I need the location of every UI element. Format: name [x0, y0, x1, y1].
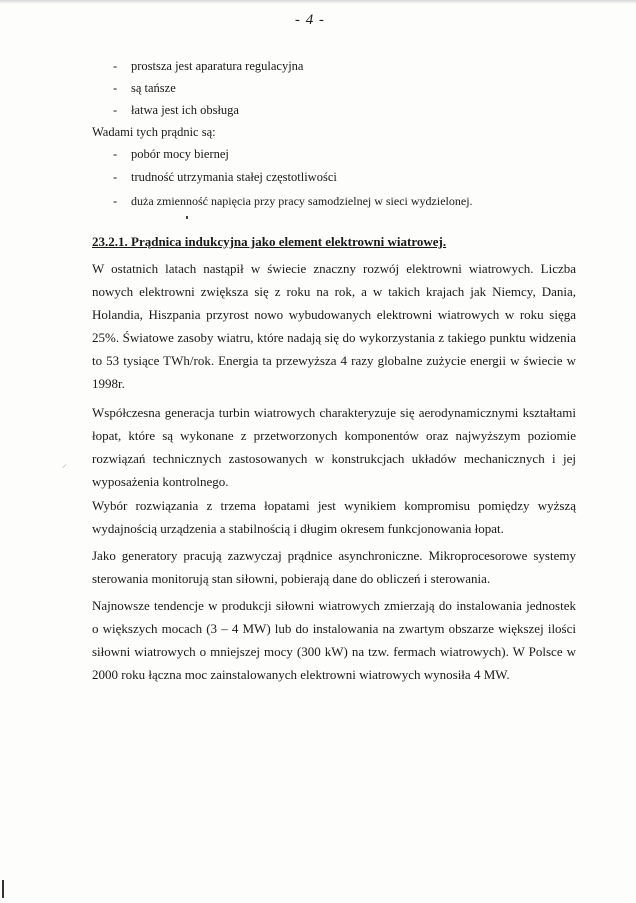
list-item-text: prostsza jest aparatura regulacyjna	[131, 59, 304, 73]
paragraph-trends: Najnowsze tendencje w produkcji siłowni wiatrowych zmierzają do instalowania jednostek o większych mocach (3 – 4 MW) lub do instalowania na zwartym obszarze większej ilości siłowni wiatrowych o mniejszej mocy (300 kW) na tzw. fermach wiatrowych). W Polsce w 2000 roku łączna moc zainstalowanych elektrowni wiatrowych wynosiła 4 MW.	[92, 598, 576, 682]
paragraph-generators: Jako generatory pracują zazwyczaj prądnice asynchroniczne. Mikroprocesorowe systemy sterowania monitorują stan siłowni, pobierają dane do obliczeń i sterowania.	[92, 548, 576, 586]
paragraph-three-blades: Wybór rozwiązania z trzema łopatami jest wynikiem kompromisu pomiędzy wyższą wydajnością urządzenia a stabilnością i długim okresem funkcjonowania łopat.	[92, 498, 576, 536]
list-item-text: pobór mocy biernej	[131, 147, 229, 161]
scan-top-edge	[0, 0, 636, 4]
list-item-text: łatwa jest ich obsługa	[131, 103, 239, 117]
list-dash: -	[113, 81, 118, 95]
paragraph-turbine-generation: Współczesna generacja turbin wiatrowych charakteryzuje się aerodynamicznymi kształtami łopat, które są wykonane z przetworzonych komponentów oraz najwyższym poziomie rozwiązań technicznych zastosowanych w konstrukcjach układów mechanicznych i jej wyposażenia kontrolnego.	[92, 405, 576, 489]
margin-mark: ⸝	[62, 459, 67, 470]
list-item-text: trudność utrzymania stałej częstotliwości	[131, 170, 337, 184]
list-dash: -	[113, 194, 118, 208]
disadvantages-heading: Wadami tych prądnic są:	[92, 125, 216, 139]
list-item-text: są tańsze	[131, 81, 176, 95]
list-item-text: duża zmienność napięcia przy pracy samodzielnej w sieci wydzielonej.	[131, 194, 473, 208]
list-dash: -	[113, 170, 118, 184]
paragraph-wind-growth: W ostatnich latach nastąpił w świecie znaczny rozwój elektrowni wiatrowych. Liczba nowych elektrowni zwiększa się z roku na rok, a w takich krajach jak Niemcy, Dania, Holandia, Hiszpania przyrost nowo wybudowanych elektrowni wiatrowych w roku sięga 25%. Światowe zasoby wiatru, które nadają się do wykorzystania z takiego punktu widzenia to 53 tysiące TWh/rok. Energia ta przewyższa 4 razy globalne zużycie energii w świecie w 1998r.	[92, 261, 576, 391]
list-dash: -	[113, 59, 118, 73]
section-title: 23.2.1. Prądnica indukcyjna jako element elektrowni wiatrowej.	[92, 234, 447, 249]
page-number: - 4 -	[295, 12, 325, 28]
list-dash: -	[113, 147, 118, 161]
list-dash: -	[113, 103, 118, 117]
binding-mark	[2, 880, 4, 898]
scan-speck	[186, 216, 188, 219]
